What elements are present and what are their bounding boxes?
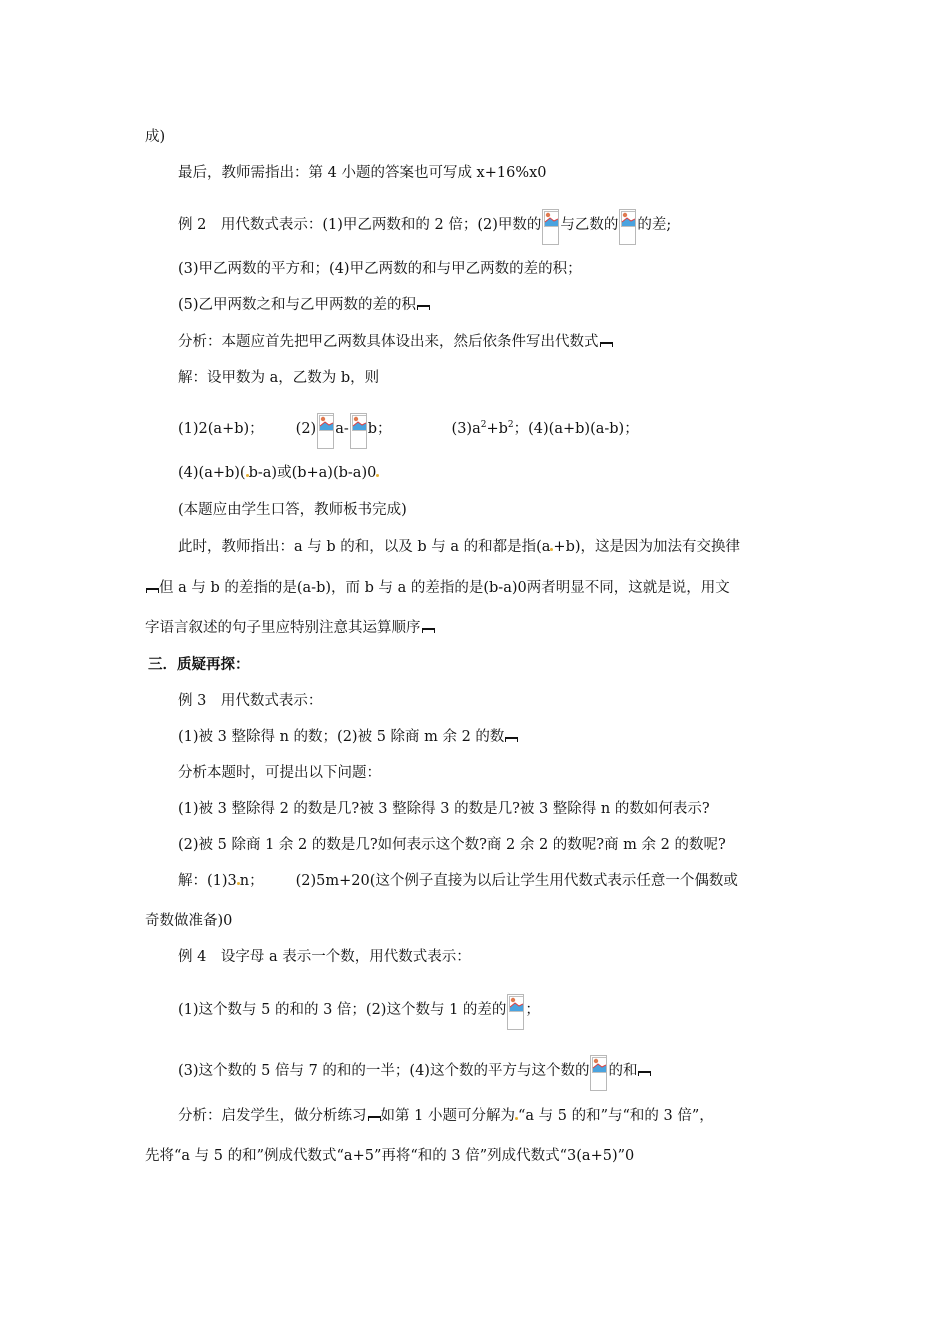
text-line: (2)被 5 除商 1 余 2 的数是几?如何表示这个数?商 2 余 2 的数呢?商 m 余 2 的数呢? <box>178 837 726 853</box>
stray-mark-icon <box>505 737 518 742</box>
text-line: 但 a 与 b 的差指的是(a-b)，而 b 与 a 的差指的是(b-a)0两者明显不同，这就是说，用文 <box>145 577 730 599</box>
text-line: (1)被 3 整除得 n 的数；(2)被 5 除商 m 余 2 的数 <box>178 726 518 748</box>
text-line: 奇数做准备)0 <box>145 913 233 929</box>
text-line: (1)被 3 整除得 2 的数是几?被 3 整除得 3 的数是几?被 3 整除得 n 的数如何表示? <box>178 801 710 817</box>
broken-image-icon <box>619 209 636 245</box>
example-2-line: 例 2 用代数式表示：(1)甲乙两数和的 2 倍；(2)甲数的 与乙数的 的差; <box>178 209 671 245</box>
stray-mark-icon <box>146 588 159 593</box>
text-line: (3)这个数的 5 倍与 7 的和的一半；(4)这个数的平方与这个数的 的和 <box>178 1055 651 1091</box>
text-line: (5)乙甲两数之和与乙甲两数的差的积 <box>178 294 430 316</box>
text-line: 最后，教师需指出：第 4 小题的答案也可写成 x+16%x0 <box>178 165 547 181</box>
text-line: 分析本题时，可提出以下问题： <box>178 765 381 781</box>
text-line: (4)(a+b)( b-a)或(b+a)(b-a)0 <box>178 462 379 484</box>
text-line: 字语言叙述的句子里应特别注意其运算顺序 <box>145 617 435 639</box>
broken-image-icon <box>317 413 334 449</box>
analysis-line: 分析：本题应首先把甲乙两数具体设出来，然后依条件写出代数式 <box>178 331 613 353</box>
text-line: (3)甲乙两数的平方和；(4)甲乙两数的和与甲乙两数的差的积； <box>178 261 582 277</box>
text-line: 解：(1)3 n； (2)5m+20(这个例子直接为以后让学生用代数式表示任意一个偶数或 <box>178 873 738 889</box>
broken-image-icon <box>542 209 559 245</box>
text-line: (本题应由学生口答，教师板书完成) <box>178 502 407 518</box>
broken-image-icon <box>350 413 367 449</box>
section-heading: 三．质疑再探： <box>148 656 250 673</box>
solution-line: 解：设甲数为 a，乙数为 b，则 <box>178 370 380 386</box>
solution-answers-line: (1)2(a+b)； (2) a- b； $(3)a^2+b^2$；(4)(a+b)(a-b)； <box>178 413 639 449</box>
example-4-line: 例 4 设字母 a 表示一个数，用代数式表示： <box>178 949 471 965</box>
analysis-line: 分析：启发学生，做分析练习 如第 1 小题可分解为 “a 与 5 的和”与“和的 3 倍”， <box>178 1108 714 1124</box>
stray-mark-icon <box>368 1116 381 1121</box>
stray-mark-icon <box>422 628 435 633</box>
stray-mark-icon <box>638 1071 651 1076</box>
example-3-line: 例 3 用代数式表示： <box>178 693 323 709</box>
stray-mark-icon <box>417 305 430 310</box>
broken-image-icon <box>590 1055 607 1091</box>
text-line: 此时，教师指出：a 与 b 的和，以及 b 与 a 的和都是指(a +b)，这是因为加法有交换律 <box>178 539 741 555</box>
text-line: 成) <box>145 129 166 145</box>
stray-dot <box>376 474 379 477</box>
stray-mark-icon <box>600 342 613 347</box>
broken-image-icon <box>507 994 524 1030</box>
text-line: 先将“a 与 5 的和”例成代数式“a+5”再将“和的 3 倍”列成代数式“3(a+5)”0 <box>145 1148 635 1164</box>
text-line: (1)这个数与 5 的和的 3 倍；(2)这个数与 1 的差的 ； <box>178 994 540 1030</box>
